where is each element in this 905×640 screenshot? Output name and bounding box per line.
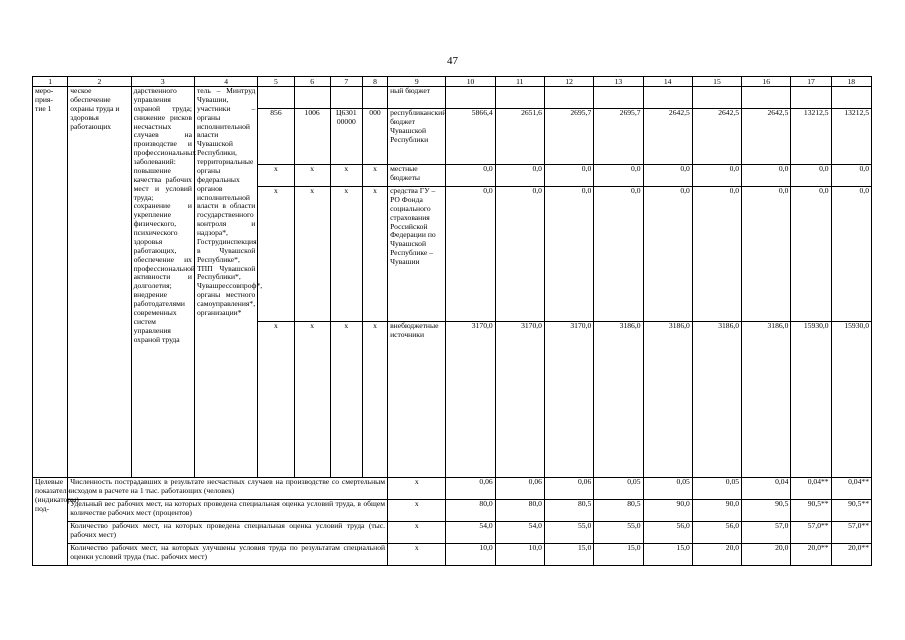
value-cell: 0,04** (791, 478, 831, 500)
value-cell: 0,0 (495, 165, 544, 187)
value-cell: 80,5 (544, 500, 593, 522)
code-grbs (258, 87, 294, 109)
value-cell: 0,0 (643, 165, 692, 187)
indicator-text: Количество рабочих мест, на которых улучшены условия труда по результатам специальной оценки условий труда (тыс. рабочих мест) (68, 544, 388, 566)
code-grbs: x (258, 322, 294, 478)
value-cell: 15930,0 (791, 322, 831, 478)
column-number: 11 (495, 77, 544, 87)
value-cell: 55,0 (594, 522, 643, 544)
event-executor-cell: тель – Минтруд Чувашии, участники – органы исполнительной власти Чувашской Республики, территориальные органы федеральных органов исполнительной власти в области государственного контроля и надзора*, Гострудинспекция в Чувашской Республике*, ТПП Чувашской Республики*, Чувашрессовпроф*, органы местного самоуправления*, организации* (194, 87, 257, 478)
value-cell (692, 87, 741, 109)
value-cell: 3186,0 (692, 322, 741, 478)
indicator-text: Численность пострадавших в результате несчастных случаев на производстве со смертельным исходом в расчете на 1 тыс. работающих (человек) (68, 478, 388, 500)
value-cell: 0,05 (692, 478, 741, 500)
program-table (32, 76, 872, 566)
column-number: 8 (362, 77, 387, 87)
funding-source: республиканский бюджет Чувашской Республики (388, 109, 446, 165)
indicator-mark: x (388, 500, 446, 522)
value-cell: 0,0 (594, 165, 643, 187)
value-cell: 2642,5 (692, 109, 741, 165)
value-cell: 10,0 (495, 544, 544, 566)
code-target: x (330, 322, 362, 478)
column-number: 6 (294, 77, 330, 87)
event-label-line: прия- (35, 94, 53, 104)
table-row (33, 478, 872, 500)
value-cell: 0,0 (544, 165, 593, 187)
funding-source: внебюджетные источники (388, 322, 446, 478)
value-cell: 3186,0 (643, 322, 692, 478)
column-number: 13 (594, 77, 643, 87)
column-number: 1 (33, 77, 68, 87)
event-goal-cell: дарственного управления охраной труда; снижение рисков несчастных случаев на производстве и профессиональных заболеваний: повышение качества рабочих мест и условий труда; сохранение и укрепление физического, психического здоровья работающих, обеспечение их профессиональной активности и долголетия; внедрение работодателями современных систем управления охраной труда (131, 87, 194, 478)
column-number: 5 (258, 77, 294, 87)
value-cell: 57,0** (831, 522, 871, 544)
value-cell: 13212,5 (831, 109, 871, 165)
value-cell: 0,0 (791, 187, 831, 322)
value-cell (544, 87, 593, 109)
code-target: Ц6301 00000 (330, 109, 362, 165)
value-cell: 20,0 (692, 544, 741, 566)
code-section: x (294, 187, 330, 322)
code-section: x (294, 322, 330, 478)
value-cell (791, 87, 831, 109)
value-cell: 80,0 (495, 500, 544, 522)
value-cell: 10,0 (446, 544, 495, 566)
value-cell: 80,0 (446, 500, 495, 522)
indicator-mark: x (388, 544, 446, 566)
value-cell: 90,5** (831, 500, 871, 522)
column-number: 15 (692, 77, 741, 87)
value-cell: 0,0 (594, 187, 643, 322)
event-label-line: меро- (35, 86, 54, 95)
value-cell: 15930,0 (831, 322, 871, 478)
code-section: 1006 (294, 109, 330, 165)
indicator-mark: x (388, 478, 446, 500)
value-cell: 0,0 (742, 165, 791, 187)
event-label-cell (33, 87, 68, 478)
value-cell (446, 87, 495, 109)
code-expense: 000 (362, 109, 387, 165)
value-cell: 3186,0 (742, 322, 791, 478)
value-cell: 90,0 (643, 500, 692, 522)
value-cell: 0,0 (831, 165, 871, 187)
code-grbs: 856 (258, 109, 294, 165)
value-cell: 0,0 (446, 187, 495, 322)
column-number-row (33, 77, 872, 87)
value-cell: 15,0 (643, 544, 692, 566)
column-number: 7 (330, 77, 362, 87)
table-row (33, 87, 872, 109)
value-cell: 90,0 (692, 500, 741, 522)
value-cell (594, 87, 643, 109)
value-cell (831, 87, 871, 109)
page-number: 47 (447, 55, 458, 67)
value-cell: 20,0** (831, 544, 871, 566)
column-number: 17 (791, 77, 831, 87)
value-cell: 2651,6 (495, 109, 544, 165)
code-expense (362, 87, 387, 109)
table-row (33, 522, 872, 544)
code-expense: x (362, 322, 387, 478)
value-cell: 2642,5 (742, 109, 791, 165)
column-number: 16 (742, 77, 791, 87)
event-label-line: тие 1 (35, 103, 52, 113)
code-grbs: x (258, 165, 294, 187)
code-section (294, 87, 330, 109)
column-number: 4 (194, 77, 257, 87)
value-cell: 57,0 (742, 522, 791, 544)
code-target: x (330, 187, 362, 322)
value-cell: 0,04** (831, 478, 871, 500)
column-number: 10 (446, 77, 495, 87)
value-cell (495, 87, 544, 109)
value-cell: 20,0** (791, 544, 831, 566)
column-number: 9 (388, 77, 446, 87)
value-cell: 0,06 (544, 478, 593, 500)
column-number: 18 (831, 77, 871, 87)
value-cell: 57,0** (791, 522, 831, 544)
value-cell: 0,06 (446, 478, 495, 500)
column-number: 2 (68, 77, 131, 87)
value-cell: 15,0 (594, 544, 643, 566)
column-number: 12 (544, 77, 593, 87)
value-cell: 0,0 (692, 165, 741, 187)
value-cell: 0,05 (594, 478, 643, 500)
value-cell: 54,0 (495, 522, 544, 544)
value-cell: 20,0 (742, 544, 791, 566)
code-expense: x (362, 165, 387, 187)
code-expense: x (362, 187, 387, 322)
event-name-cell: ческое обеспечение охраны труда и здоровья работающих (68, 87, 131, 478)
value-cell: 0,05 (643, 478, 692, 500)
indicator-mark: x (388, 522, 446, 544)
value-cell: 0,0 (742, 187, 791, 322)
value-cell: 56,0 (643, 522, 692, 544)
value-cell: 0,0 (643, 187, 692, 322)
value-cell: 2695,7 (544, 109, 593, 165)
value-cell: 0,0 (831, 187, 871, 322)
value-cell: 90,5** (791, 500, 831, 522)
value-cell (643, 87, 692, 109)
code-target (330, 87, 362, 109)
value-cell (742, 87, 791, 109)
value-cell: 90,5 (742, 500, 791, 522)
indicator-text: Количество рабочих мест, на которых проведена специальная оценка условий труда (тыс. рабочих мест) (68, 522, 388, 544)
value-cell: 80,5 (594, 500, 643, 522)
column-number: 3 (131, 77, 194, 87)
value-cell: 13212,5 (791, 109, 831, 165)
table-row (33, 544, 872, 566)
value-cell: 3170,0 (495, 322, 544, 478)
value-cell: 0,0 (495, 187, 544, 322)
value-cell: 3186,0 (594, 322, 643, 478)
value-cell: 55,0 (544, 522, 593, 544)
code-section: x (294, 165, 330, 187)
code-target: x (330, 165, 362, 187)
value-cell: 0,0 (791, 165, 831, 187)
indicator-text: Удельный вес рабочих мест, на которых проведена специальная оценка условий труда, в общем количестве рабочих мест (процентов) (68, 500, 388, 522)
value-cell: 54,0 (446, 522, 495, 544)
value-cell: 0,06 (495, 478, 544, 500)
targets-label: Целевые показатели (индикаторы) под- (33, 478, 68, 566)
value-cell: 3170,0 (544, 322, 593, 478)
value-cell: 15,0 (544, 544, 593, 566)
value-cell: 0,0 (446, 165, 495, 187)
value-cell: 0,0 (692, 187, 741, 322)
value-cell: 0,04 (742, 478, 791, 500)
value-cell: 2642,5 (643, 109, 692, 165)
funding-source: местные бюджеты (388, 165, 446, 187)
funding-source: ный бюджет (388, 87, 446, 109)
column-number: 14 (643, 77, 692, 87)
table-row (33, 500, 872, 522)
code-grbs: x (258, 187, 294, 322)
value-cell: 5866,4 (446, 109, 495, 165)
value-cell: 2695,7 (594, 109, 643, 165)
value-cell: 0,0 (544, 187, 593, 322)
value-cell: 56,0 (692, 522, 741, 544)
funding-source: средства ГУ – РО Фонда социального страхования Российской Федерации по Чувашской Республике – Чувашии (388, 187, 446, 322)
value-cell: 3170,0 (446, 322, 495, 478)
